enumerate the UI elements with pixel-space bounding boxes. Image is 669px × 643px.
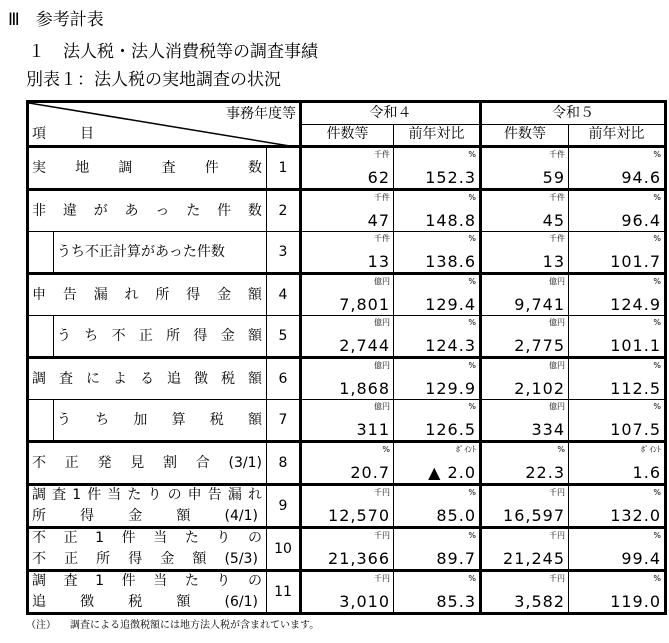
- row-label: [54, 232, 267, 274]
- value-cell: [481, 571, 569, 614]
- label-char: 所: [96, 551, 111, 567]
- label-char: 割: [163, 454, 177, 471]
- col-header: 前年対比: [394, 124, 481, 147]
- label-char: 漏: [227, 487, 242, 503]
- unit-label: 千件: [549, 193, 565, 202]
- value: 3,582: [514, 592, 565, 611]
- value-cell: [569, 442, 666, 485]
- unit-label: 千円: [374, 488, 390, 497]
- formula: (3/1): [228, 454, 262, 471]
- value-cell: [481, 147, 569, 190]
- value-cell: [301, 147, 394, 190]
- label-char: 査: [59, 370, 73, 387]
- value: 45: [542, 211, 565, 230]
- label-char: 数: [247, 202, 262, 219]
- label-char: 額: [176, 508, 191, 524]
- row-number: 1: [267, 147, 301, 190]
- value: 21,245: [503, 549, 565, 568]
- label-char: に: [86, 370, 100, 387]
- label-char: 申: [32, 286, 46, 303]
- label-char: 得: [186, 286, 201, 303]
- label-char: よ: [113, 370, 127, 387]
- value: 126.5: [425, 420, 476, 439]
- value-cell: [394, 190, 481, 232]
- unit-label: 千件: [374, 234, 390, 243]
- value: 47: [367, 211, 390, 230]
- row-label: [28, 358, 267, 400]
- label-char: 告: [62, 286, 77, 303]
- unit-label: 億円: [549, 361, 565, 370]
- value: 2,775: [514, 336, 565, 355]
- value: 21,366: [328, 549, 390, 568]
- year-header: 令和４: [301, 102, 481, 125]
- label-char: た: [127, 487, 142, 503]
- value: 85.3: [436, 592, 476, 611]
- unit-label: %: [468, 150, 476, 159]
- label-char: た: [184, 530, 199, 546]
- unit-label: %: [653, 150, 661, 159]
- table-row: [28, 400, 666, 442]
- value-cell: [301, 528, 394, 571]
- col-header: 件数等: [301, 124, 394, 147]
- label-char: 金: [128, 508, 143, 524]
- label-char: 件: [121, 530, 136, 546]
- table-row: [28, 528, 666, 571]
- unit-label: %: [653, 361, 661, 370]
- value: 132.0: [610, 506, 661, 525]
- row-number: 6: [267, 358, 301, 400]
- label-char: 件: [204, 159, 219, 176]
- label-char: 当: [153, 530, 168, 546]
- value-cell: [481, 274, 569, 316]
- audit-table: [26, 100, 667, 615]
- label-char: 税: [128, 594, 143, 610]
- label-char: 得: [193, 327, 208, 344]
- unit-label: 億円: [549, 277, 565, 286]
- value: 2,744: [339, 336, 390, 355]
- value-cell: [301, 485, 394, 528]
- label-char: れ: [247, 487, 262, 503]
- row-number: 2: [267, 190, 301, 232]
- label-char: 正: [64, 551, 79, 567]
- value-cell: [394, 358, 481, 400]
- label-char: 当: [153, 573, 168, 589]
- formula: (6/1): [224, 594, 258, 610]
- label-char: ち: [95, 411, 110, 428]
- row-label: [28, 274, 267, 316]
- label-char: 税: [209, 411, 224, 428]
- unit-label: %: [468, 193, 476, 202]
- value: 138.6: [425, 252, 476, 271]
- label-char: た: [186, 202, 201, 219]
- label-char: り: [147, 487, 162, 503]
- label-char: 金: [220, 327, 235, 344]
- value-cell: [301, 232, 394, 274]
- label-char: 正: [64, 454, 79, 471]
- table-row: [28, 358, 666, 400]
- label-char: 所: [155, 286, 170, 303]
- label-char: 調: [118, 159, 133, 176]
- label-char: 額: [247, 286, 262, 303]
- value-cell: [301, 274, 394, 316]
- label-char: 地: [75, 159, 90, 176]
- label-char: 徴: [194, 370, 208, 387]
- formula: (5/3): [224, 551, 258, 567]
- value: 62: [367, 168, 390, 187]
- value: 334: [531, 420, 565, 439]
- label-char: 不: [111, 327, 126, 344]
- value-cell: [481, 400, 569, 442]
- value: 7,801: [339, 295, 390, 314]
- label-char: の: [167, 487, 182, 503]
- label-char: っ: [155, 202, 170, 219]
- value: 101.1: [610, 336, 661, 355]
- label-char: 額: [248, 370, 262, 387]
- value: 96.4: [621, 211, 661, 230]
- unit-label: %: [468, 488, 476, 497]
- table-row: [28, 485, 666, 528]
- label-char: 1: [95, 573, 105, 589]
- unit-label: %: [653, 531, 661, 540]
- year-header: 令和５: [481, 102, 666, 125]
- unit-label: 千件: [374, 150, 390, 159]
- value-cell: [481, 316, 569, 358]
- value-cell: [569, 485, 666, 528]
- value: 129.9: [425, 379, 476, 398]
- value-cell: [481, 485, 569, 528]
- label-char: 調: [32, 573, 46, 589]
- value: 99.4: [621, 549, 661, 568]
- label-char: 件: [87, 487, 102, 503]
- value-cell: [394, 400, 481, 442]
- value-cell: [481, 528, 569, 571]
- table-row: [28, 274, 666, 316]
- label-char: の: [247, 530, 262, 546]
- table-row: [28, 147, 666, 190]
- value-cell: [301, 571, 394, 614]
- value-cell: [301, 190, 394, 232]
- value-cell: [394, 528, 481, 571]
- label-char: 当: [107, 487, 122, 503]
- value-cell: [481, 358, 569, 400]
- label-char: 税: [221, 370, 235, 387]
- unit-label: %: [653, 193, 661, 202]
- row-label: [28, 528, 267, 571]
- value: 112.5: [610, 379, 661, 398]
- label-char: 不: [32, 454, 46, 471]
- value: 148.8: [425, 211, 476, 230]
- row-number: 4: [267, 274, 301, 316]
- label-char: た: [184, 573, 199, 589]
- unit-label: 億円: [374, 402, 390, 411]
- value-cell: [394, 274, 481, 316]
- value-cell: [569, 274, 666, 316]
- label-char: 1: [95, 530, 105, 546]
- unit-label: %: [468, 318, 476, 327]
- table-row: [28, 316, 666, 358]
- unit-label: %: [557, 445, 565, 454]
- subsection-heading: １ 法人税・法人消費税等の調査事績: [28, 42, 318, 62]
- value-cell: [301, 442, 394, 485]
- label-char: うち不正計算があった件数: [57, 243, 225, 260]
- indent-cell: [28, 232, 54, 274]
- unit-label: 千円: [374, 574, 390, 583]
- value-cell: [569, 147, 666, 190]
- value: 13: [542, 252, 565, 271]
- label-char: 合: [195, 454, 210, 471]
- label-char: ち: [84, 327, 99, 344]
- value-cell: [301, 400, 394, 442]
- value: 152.3: [425, 168, 476, 187]
- label-char: 調: [32, 487, 46, 503]
- label-char: 不: [32, 551, 46, 567]
- value-cell: [394, 147, 481, 190]
- col-header: 件数等: [481, 124, 569, 147]
- row-label: [54, 400, 267, 442]
- unit-label: %: [653, 488, 661, 497]
- label-char: 額: [247, 411, 262, 428]
- value: 94.6: [621, 168, 661, 187]
- value: 16,597: [503, 506, 565, 525]
- value: 124.3: [425, 336, 476, 355]
- label-char: 徴: [80, 594, 95, 610]
- col-header: 前年対比: [569, 124, 666, 147]
- value: 119.0: [610, 592, 661, 611]
- label-char: う: [57, 327, 71, 344]
- value-cell: [301, 316, 394, 358]
- label-char: 実: [32, 159, 46, 176]
- unit-label: %: [468, 234, 476, 243]
- label-char: 数: [247, 159, 262, 176]
- label-char: る: [140, 370, 154, 387]
- unit-label: 億円: [549, 318, 565, 327]
- row-label: [54, 316, 267, 358]
- unit-label: 億円: [374, 361, 390, 370]
- unit-label: %: [653, 402, 661, 411]
- label-char: 正: [138, 327, 153, 344]
- unit-label: 千件: [374, 193, 390, 202]
- unit-label: ﾎﾟｲﾝﾄ: [641, 445, 661, 454]
- value-cell: [569, 232, 666, 274]
- label-char: り: [216, 573, 231, 589]
- label-char: 得: [80, 508, 95, 524]
- formula: (4/1): [224, 508, 258, 524]
- label-char: 査: [161, 159, 176, 176]
- label-char: 違: [62, 202, 77, 219]
- value: 2,102: [514, 379, 565, 398]
- label-char: 不: [32, 530, 46, 546]
- value: 311: [356, 420, 390, 439]
- value: 85.0: [436, 506, 476, 525]
- value-cell: [569, 528, 666, 571]
- label-char: 見: [130, 454, 145, 471]
- value: ▲ 2.0: [428, 463, 476, 482]
- label-char: 査: [52, 487, 67, 503]
- value-cell: [569, 358, 666, 400]
- unit-label: %: [653, 318, 661, 327]
- unit-label: 億円: [374, 318, 390, 327]
- value: 20.7: [350, 463, 390, 482]
- footnote: （注） 調査による追徴税額には地方法人税が含まれています。: [26, 620, 320, 631]
- table-title: 別表１：法人税の実地調査の状況: [26, 70, 281, 90]
- value: 101.7: [610, 252, 661, 271]
- value: 1.6: [632, 463, 661, 482]
- unit-label: ﾎﾟｲﾝﾄ: [456, 445, 476, 454]
- value-cell: [394, 232, 481, 274]
- unit-label: 千円: [549, 488, 565, 497]
- unit-label: %: [653, 277, 661, 286]
- label-char: 金: [217, 286, 232, 303]
- label-char: が: [93, 202, 108, 219]
- label-char: 加: [133, 411, 148, 428]
- value: 3,010: [339, 592, 390, 611]
- value-cell: [481, 190, 569, 232]
- label-char: れ: [124, 286, 139, 303]
- unit-label: 千件: [549, 150, 565, 159]
- label-char: り: [216, 530, 231, 546]
- value: 124.9: [610, 295, 661, 314]
- label-char: 得: [128, 551, 143, 567]
- value: 107.5: [610, 420, 661, 439]
- table-row: [28, 232, 666, 274]
- row-label: [28, 190, 267, 232]
- label-char: 1: [72, 487, 82, 503]
- label-char: 調: [32, 370, 46, 387]
- value: 89.7: [436, 549, 476, 568]
- section-heading: Ⅲ 参考計表: [8, 10, 104, 30]
- row-label: [28, 147, 267, 190]
- row-label: [28, 571, 267, 614]
- value-cell: [569, 571, 666, 614]
- value-cell: [569, 316, 666, 358]
- label-char: あ: [124, 202, 139, 219]
- table-row: [28, 190, 666, 232]
- label-char: 金: [160, 551, 175, 567]
- label-char: 発: [97, 454, 112, 471]
- unit-label: 千円: [549, 531, 565, 540]
- table-row: [28, 571, 666, 614]
- label-char: 申: [187, 487, 202, 503]
- label-char: 漏: [93, 286, 108, 303]
- row-number: 9: [267, 485, 301, 528]
- label-char: 査: [63, 573, 78, 589]
- label-char: 正: [63, 530, 78, 546]
- label-char: の: [247, 573, 262, 589]
- value-cell: [394, 571, 481, 614]
- label-char: 算: [171, 411, 186, 428]
- row-number: 7: [267, 400, 301, 442]
- label-char: 追: [32, 594, 46, 610]
- value-cell: [481, 442, 569, 485]
- value-cell: [394, 316, 481, 358]
- label-char: 所: [166, 327, 181, 344]
- indent-cell: [28, 316, 54, 358]
- unit-label: 千円: [549, 574, 565, 583]
- value: 12,570: [328, 506, 390, 525]
- label-char: 告: [207, 487, 222, 503]
- unit-label: %: [468, 402, 476, 411]
- value-cell: [481, 232, 569, 274]
- row-number: 10: [267, 528, 301, 571]
- unit-label: %: [468, 574, 476, 583]
- unit-label: %: [653, 574, 661, 583]
- unit-label: 千円: [374, 531, 390, 540]
- value: 129.4: [425, 295, 476, 314]
- unit-label: 億円: [374, 277, 390, 286]
- value-cell: [569, 400, 666, 442]
- value: 22.3: [525, 463, 565, 482]
- unit-label: %: [653, 234, 661, 243]
- unit-label: 億円: [549, 402, 565, 411]
- label-char: 件: [217, 202, 232, 219]
- table-row: [28, 442, 666, 485]
- label-char: 額: [192, 551, 207, 567]
- value-cell: [394, 485, 481, 528]
- row-number: 11: [267, 571, 301, 614]
- unit-label: %: [382, 445, 390, 454]
- value-cell: [569, 190, 666, 232]
- value: 9,741: [514, 295, 565, 314]
- value-cell: [301, 358, 394, 400]
- value: 1,868: [339, 379, 390, 398]
- row-number: 8: [267, 442, 301, 485]
- label-char: 件: [121, 573, 136, 589]
- unit-label: %: [468, 361, 476, 370]
- unit-label: %: [468, 531, 476, 540]
- unit-label: %: [468, 277, 476, 286]
- row-number: 5: [267, 316, 301, 358]
- label-char: う: [57, 411, 71, 428]
- value-cell: [394, 442, 481, 485]
- label-char: 追: [167, 370, 181, 387]
- label-char: 所: [32, 508, 46, 524]
- label-char: 額: [176, 594, 191, 610]
- corner-header: 事務年度等 項 目: [28, 102, 301, 147]
- indent-cell: [28, 400, 54, 442]
- unit-label: 千件: [549, 234, 565, 243]
- value: 13: [367, 252, 390, 271]
- label-char: 額: [247, 327, 262, 344]
- row-number: 3: [267, 232, 301, 274]
- label-char: 非: [32, 202, 46, 219]
- row-label: [28, 442, 267, 485]
- value: 59: [542, 168, 565, 187]
- row-label: [28, 485, 267, 528]
